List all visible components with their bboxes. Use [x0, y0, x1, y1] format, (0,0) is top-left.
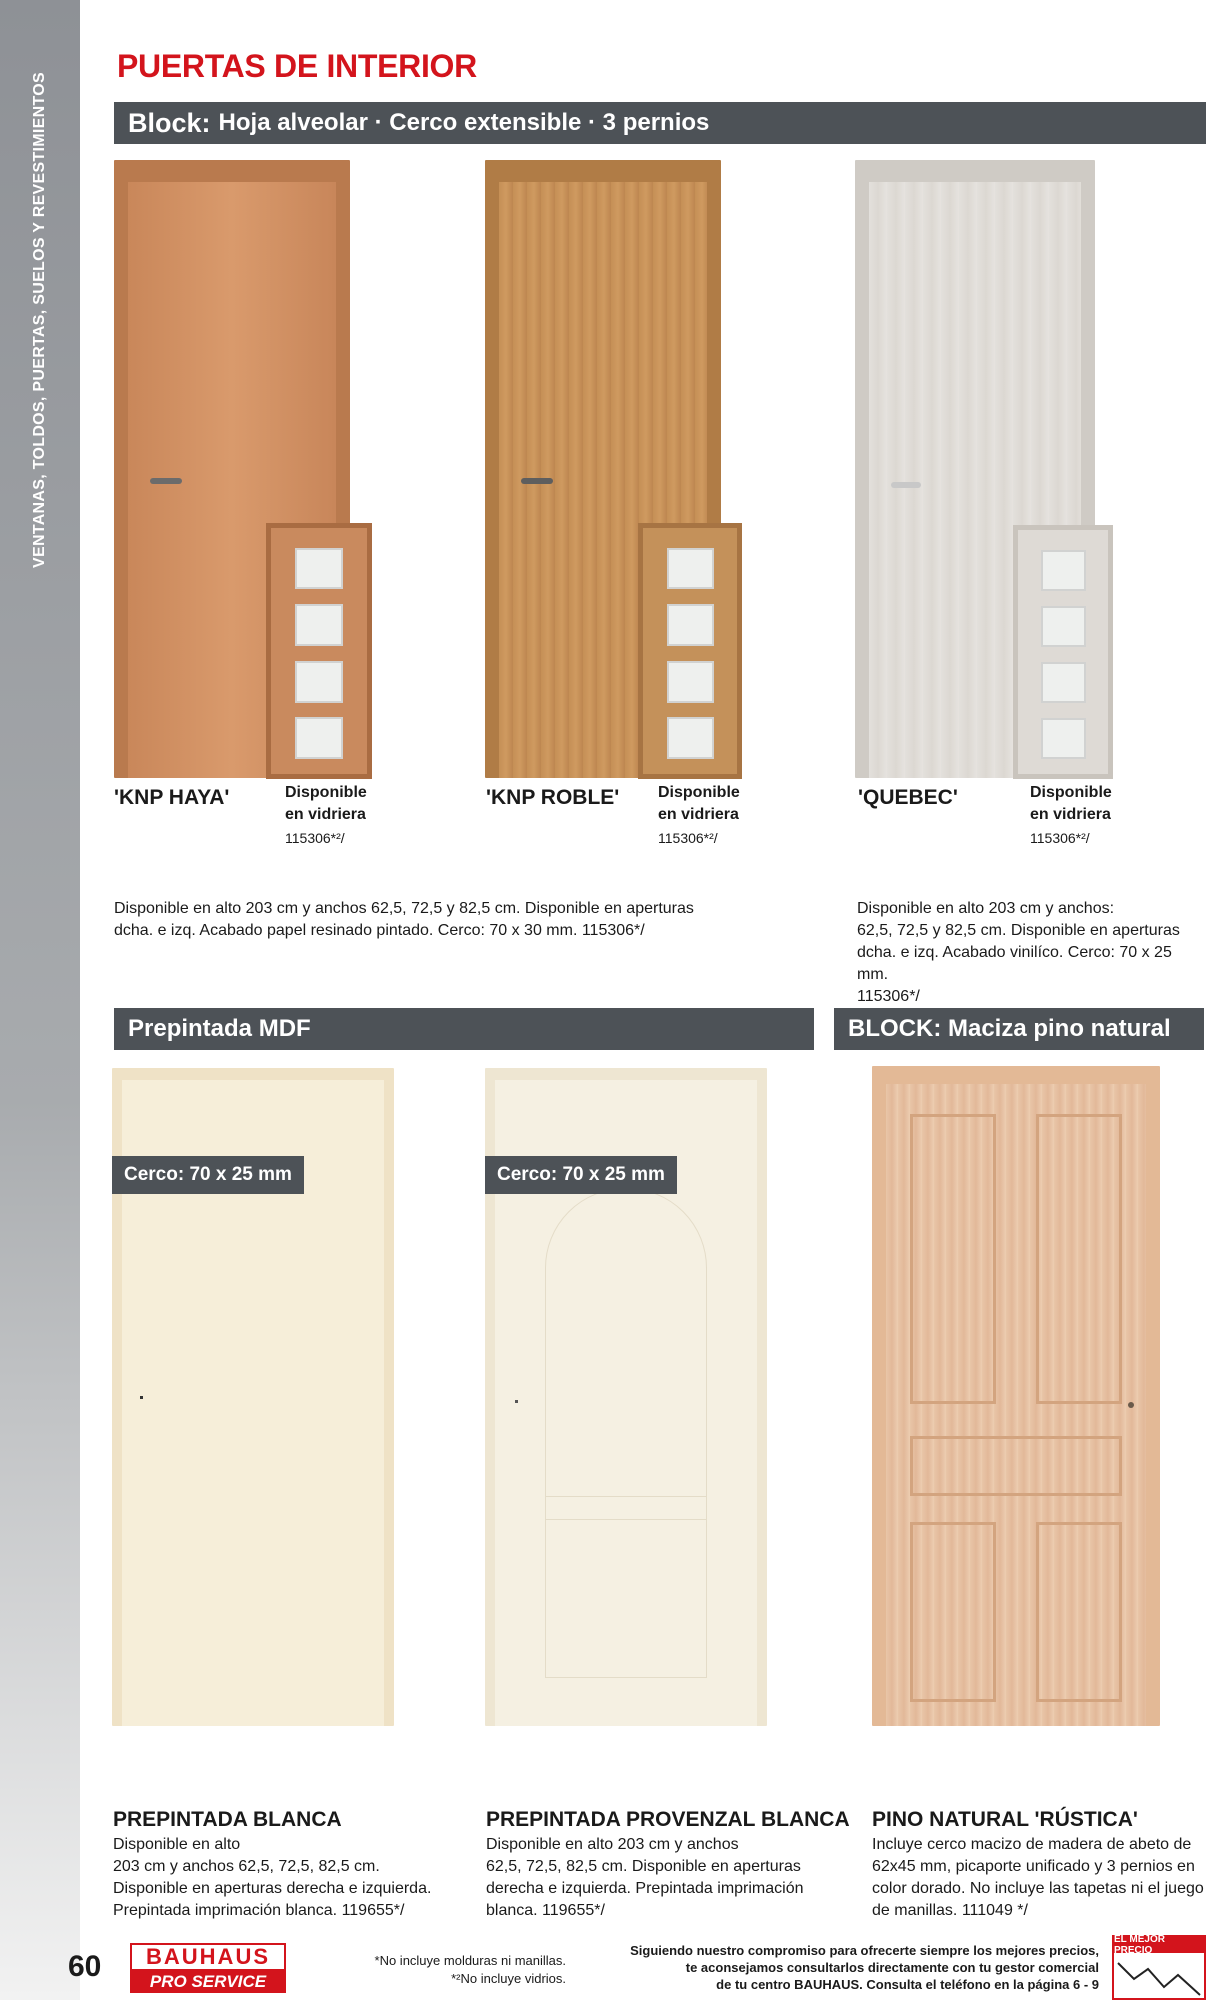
door-pino-rustica-image: [872, 1066, 1160, 1726]
description-line: Disponible en alto: [113, 1836, 241, 1853]
door-knp-roble-glass-variant: [638, 523, 742, 779]
product-code-quebec: 115306*²/: [1030, 830, 1090, 846]
logo-subline: PRO SERVICE: [130, 1971, 286, 1993]
description-quebec: [857, 898, 1206, 1008]
description-line: Prepintada imprimación blanca. 119655*/: [113, 1902, 405, 1919]
block-header-brand: Block:: [128, 107, 211, 138]
disclaimer-line: te aconsejamos consultarlos directamente con tu gestor comercial: [685, 1960, 1099, 1975]
availability-line: en vidriera: [658, 806, 739, 823]
sidebar-category-text: VENTANAS, TOLDOS, PUERTAS, SUELOS Y REVESTIMIENTOS: [31, 72, 48, 568]
availability-line: Disponible: [285, 784, 367, 801]
description-line: dcha. e izq. Acabado vinilíco. Cerco: 70 x 25 mm.: [857, 944, 1172, 983]
page-number: 60: [68, 1950, 102, 1983]
description-line: Disponible en alto 203 cm y anchos:: [857, 900, 1115, 917]
availability-knp-haya: [285, 782, 367, 826]
description-line: color dorado. No incluye las tapetas ni el juego: [872, 1880, 1204, 1897]
description-line: derecha e izquierda. Prepintada imprimación: [486, 1880, 804, 1897]
door-quebec-glass-variant: [1013, 525, 1113, 779]
product-desc-pino-rustica: [872, 1834, 1204, 1922]
cerco-tag-blanca: Cerco: 70 x 25 mm: [112, 1156, 304, 1194]
door-knp-haya-glass-variant: [266, 523, 372, 779]
sidebar: [0, 0, 80, 2000]
best-price-label: EL MEJOR PRECIO: [1114, 1937, 1204, 1953]
description-line: 62,5, 72,5 y 82,5 cm. Disponible en aperturas: [857, 922, 1180, 939]
block-header-features: Hoja alveolar · Cerco extensible · 3 pernios: [218, 109, 710, 136]
description-line: Disponible en aperturas derecha e izquierda.: [113, 1880, 432, 1897]
footnotes: [375, 1952, 566, 1988]
product-name-quebec: 'QUEBEC': [858, 786, 958, 809]
description-line: Incluye cerco macizo de madera de abeto de: [872, 1836, 1192, 1853]
product-title-provenzal-blanca: PREPINTADA PROVENZAL BLANCA: [486, 1808, 850, 1831]
description-haya-roble: [114, 898, 694, 942]
price-disclaimer: [630, 1942, 1099, 1993]
section-title: BLOCK: Maciza pino natural: [848, 1015, 1171, 1042]
product-desc-provenzal-blanca: [486, 1834, 804, 1922]
description-line: blanca. 119655*/: [486, 1902, 605, 1919]
availability-knp-roble: [658, 782, 740, 826]
product-title-pino-rustica: PINO NATURAL 'RÚSTICA': [872, 1808, 1138, 1831]
disclaimer-line: Siguiendo nuestro compromiso para ofrecerte siempre los mejores precios,: [630, 1943, 1099, 1958]
section-title: Prepintada MDF: [128, 1015, 311, 1042]
footnote-line: *²No incluye vidrios.: [451, 1971, 566, 1986]
description-line: 62,5, 72,5, 82,5 cm. Disponible en aperturas: [486, 1858, 801, 1875]
product-code-knp-roble: 115306*²/: [658, 830, 718, 846]
product-code-knp-haya: 115306*²/: [285, 830, 345, 846]
disclaimer-line: de tu centro BAUHAUS. Consulta el teléfono en la página 6 - 9: [716, 1977, 1099, 1992]
description-line: 115306*/: [857, 988, 920, 1005]
page-title: PUERTAS DE INTERIOR: [117, 48, 477, 84]
availability-quebec: [1030, 782, 1112, 826]
product-desc-prepintada-blanca: [113, 1834, 431, 1922]
availability-line: Disponible: [1030, 784, 1112, 801]
description-line: Disponible en alto 203 cm y anchos 62,5, 72,5 y 82,5 cm. Disponible en aperturas: [114, 900, 694, 917]
description-line: de manillas. 111049 */: [872, 1902, 1028, 1919]
description-line: Disponible en alto 203 cm y anchos: [486, 1836, 739, 1853]
block-header-bar: [114, 102, 1206, 144]
price-chart-icon: [1114, 1953, 1204, 1998]
availability-line: en vidriera: [285, 806, 366, 823]
footnote-line: *No incluye molduras ni manillas.: [374, 1953, 566, 1968]
product-title-prepintada-blanca: PREPINTADA BLANCA: [113, 1808, 342, 1831]
availability-line: en vidriera: [1030, 806, 1111, 823]
description-line: 203 cm y anchos 62,5, 72,5, 82,5 cm.: [113, 1858, 380, 1875]
description-line: dcha. e izq. Acabado papel resinado pintado. Cerco: 70 x 30 mm. 115306*/: [114, 922, 645, 939]
description-line: 62x45 mm, picaporte unificado y 3 pernios en: [872, 1858, 1195, 1875]
availability-line: Disponible: [658, 784, 740, 801]
section-bar-prepintada-mdf: [114, 1008, 814, 1050]
product-name-knp-roble: 'KNP ROBLE': [486, 786, 620, 809]
product-name-knp-haya: 'KNP HAYA': [114, 786, 230, 809]
bauhaus-logo: [130, 1943, 286, 1993]
logo-wordmark: BAUHAUS: [130, 1943, 286, 1971]
section-bar-block-pino: [834, 1008, 1204, 1050]
best-price-badge: [1112, 1935, 1206, 2000]
cerco-tag-provenzal: Cerco: 70 x 25 mm: [485, 1156, 677, 1194]
